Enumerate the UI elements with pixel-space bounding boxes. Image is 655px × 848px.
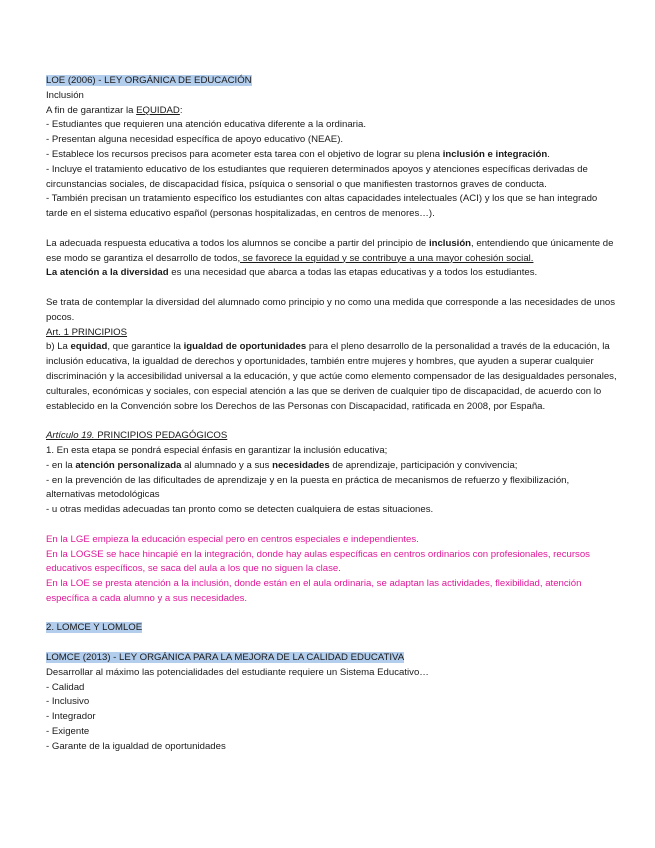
text: A fin de garantizar la	[46, 104, 137, 116]
text: :	[179, 104, 183, 116]
section-heading-loe	[46, 74, 618, 89]
list-item-exigente: - Exigente	[46, 726, 90, 738]
bold-text: equidad	[70, 341, 108, 353]
lomce-intro: Desarrollar al máximo las potencialidades del estudiante requiere un Sistema Educativo…	[46, 666, 429, 678]
text: al alumnado y a sus	[181, 459, 273, 471]
text: - Establece los recursos precisos para acometer esta tarea con el objetivo de lograr su plena	[46, 148, 443, 160]
paragraph-inclusion	[46, 237, 618, 267]
spacer	[46, 607, 618, 622]
text: , entendiendo que únicamente de ese modo se garantiza el desarrollo de todos	[46, 237, 614, 264]
underlined-text: , se favorece la equidad y se contribuye a una mayor cohesión social.	[237, 252, 534, 264]
list-item-integrador: - Integrador	[46, 711, 96, 723]
bullet-3	[46, 148, 618, 163]
bullet-1: - Estudiantes que requieren una atención educativa diferente a la ordinaria.	[46, 119, 367, 131]
text: La adecuada respuesta educativa a todos los alumnos se concibe a partir del principio de	[46, 237, 429, 249]
paragraph-principio: Se trata de contemplar la diversidad del alumnado como principio y no como una medida que corresponde a las necesidades de unos pocos.	[46, 296, 616, 323]
bold-text: atención personalizada	[75, 459, 182, 471]
text: .	[547, 148, 550, 160]
article-19-3: - en la prevención de las dificultades de aprendizaje y en la puesta en práctica de mecanismos de refuerzo y flexibilización, alternativas metodológicas	[46, 474, 570, 501]
equidad-word: EQUIDAD	[136, 104, 180, 116]
spacer	[46, 222, 618, 237]
italic-text: Artículo 19.	[46, 430, 95, 442]
bold-text: inclusión	[428, 237, 472, 249]
text: para el pleno desarrollo de la personalidad a través de la educación, la inclusión educativa, la igualdad de derechos y oportunidades, también entre mujeres y hombres, que ayuden a superar cualquier discriminación y la accesibilidad universal a la educación, y que actúe como elemento compensador de las desigualdades personales, culturales, económicas y sociales, con especial atención a las que se deriven de cualquier tipo de discapacidad, de acuerdo con lo establecido en la Convención sobre los Derechos de las Personas con Discapacidad, ratificada en 2008, por España.	[46, 341, 617, 412]
spacer	[46, 518, 618, 533]
paragraph-diversidad	[46, 266, 618, 281]
bullet-4: - Incluye el tratamiento educativo de los estudiantes que requieren determinados apoyos y atenciones específicas derivadas de circunstancias sociales, de discapacidad física, psíquica o sensorial o que manifiesten trastornos graves de conducta.	[46, 163, 588, 190]
bullet-2: - Presentan alguna necesidad específica de apoyo educativo (NEAE).	[46, 134, 344, 146]
heading-highlight: 2. LOMCE Y LOMLOE	[46, 622, 143, 634]
text: b) La	[46, 341, 71, 353]
text: de aprendizaje, participación y convivencia;	[329, 459, 518, 471]
article-19-4: - u otras medidas adecuadas tan pronto como se detecten cualquiera de estas situaciones.	[46, 504, 434, 516]
bullet-5: - También precisan un tratamiento específico los estudiantes con altas capacidades intelectuales (ACI) y los que se han integrado tarde en el sistema educativo español (personas hospitalizadas, en centros de menores…).	[46, 193, 598, 220]
text: es una necesidad que abarca a todas las etapas educativas y a todos los estudiantes.	[168, 267, 538, 279]
note-lge: En la LGE empieza la educación especial pero en centros especiales e independientes.	[46, 533, 419, 545]
list-item-calidad: - Calidad	[46, 681, 85, 693]
subheading-inclusion: Inclusión	[46, 89, 84, 101]
list-item-inclusivo: - Inclusivo	[46, 696, 90, 708]
text: PRINCIPIOS PEDAGÓGICOS	[94, 430, 228, 442]
section-heading-lomce-lomloe	[46, 621, 618, 636]
note-loe: En la LOE se presta atención a la inclusión, donde están en el aula ordinaria, se adaptan las actividades, flexibilidad, atención específica a cada alumno y a sus necesidades.	[46, 578, 582, 604]
article-19-1: 1. En esta etapa se pondrá especial énfasis en garantizar la inclusión educativa;	[46, 444, 388, 456]
subheading-lomce	[46, 651, 618, 666]
article-19-2	[46, 459, 618, 474]
document-page	[46, 74, 618, 755]
note-logse: En la LOGSE se hace hincapié en la integración, donde hay aulas específicas en centros ordinarios con profesionales, recursos educativos específicos, se saca del aula a los que no siguen la clase.	[46, 548, 590, 575]
heading-highlight: LOMCE (2013) - LEY ORGÁNICA PARA LA MEJORA DE LA CALIDAD EDUCATIVA	[46, 652, 405, 664]
list-item-garante: - Garante de la igualdad de oportunidades	[46, 740, 226, 752]
article-1-b	[46, 340, 618, 414]
equidad-line	[46, 104, 618, 119]
article-1-heading: Art. 1 PRINCIPIOS	[46, 326, 128, 338]
text: - en la	[46, 459, 76, 471]
article-19-heading	[46, 429, 618, 444]
heading-highlight: LOE (2006) - LEY ORGÁNICA DE EDUCACIÓN	[46, 75, 252, 86]
spacer	[46, 414, 618, 429]
spacer	[46, 281, 618, 296]
spacer	[46, 636, 618, 651]
bold-text: necesidades	[272, 459, 330, 471]
bold-text: inclusión e integración	[442, 148, 548, 160]
bold-text: La atención a la diversidad	[46, 267, 169, 279]
text: , que garantice la	[107, 341, 184, 353]
bold-text: igualdad de oportunidades	[183, 341, 307, 353]
